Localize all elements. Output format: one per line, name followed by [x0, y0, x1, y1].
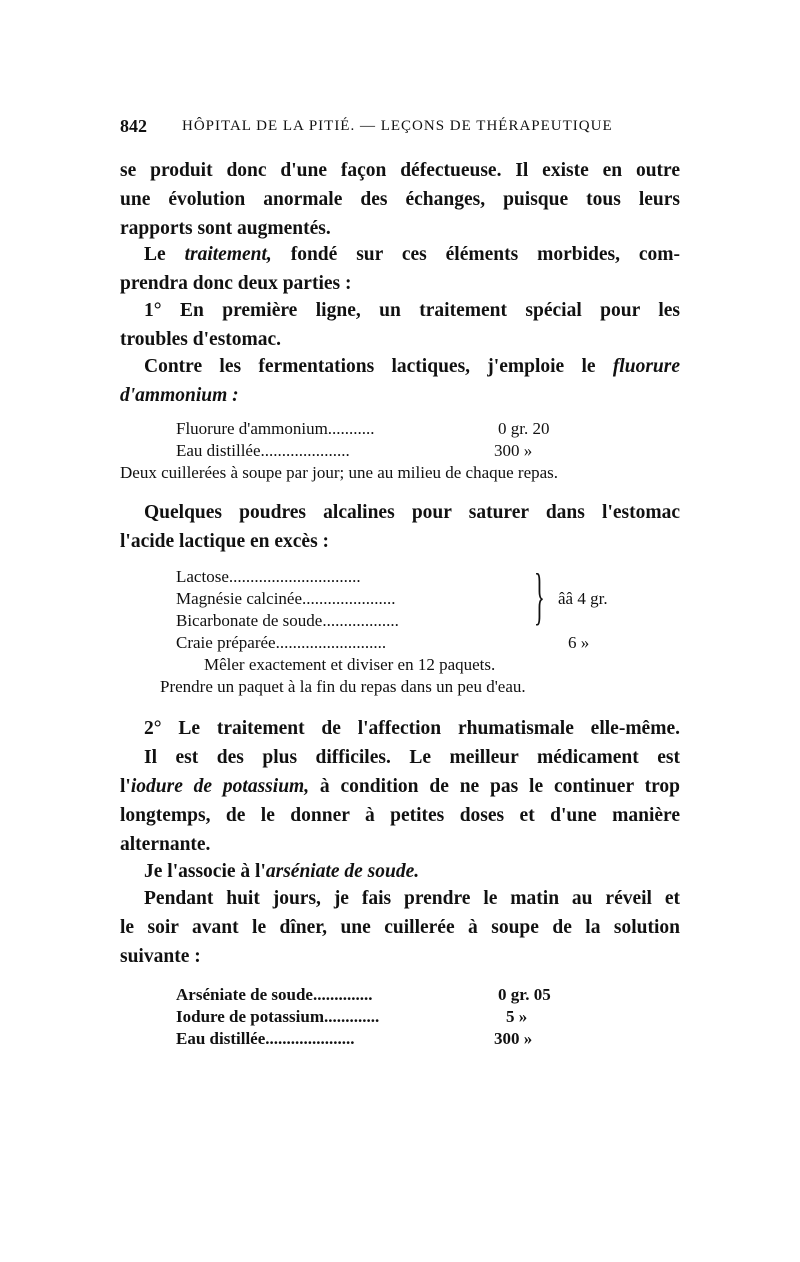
- text-line: alternante.: [120, 834, 211, 855]
- prescription-2: [120, 560, 680, 698]
- text-line: rapports sont augmentés.: [120, 218, 331, 239]
- text-line: se produit donc d'une façon défectueuse. Il existe en outre: [120, 160, 680, 181]
- rx-ingredient: Fluorure d'ammonium...........: [176, 419, 375, 438]
- paragraph-3: [120, 296, 680, 354]
- rx-ingredient: Eau distillée.....................: [176, 441, 350, 460]
- text-line: 2° Le traitement de l'affection rhumatismale elle-même.: [144, 718, 680, 739]
- text-line: troubles d'estomac.: [120, 329, 282, 350]
- paragraph-2: [120, 240, 680, 298]
- text-line: l'acide lactique en excès :: [120, 531, 330, 552]
- rx-quantity: 0 gr. 05: [498, 985, 551, 1004]
- text-line: longtemps, de le donner à petites doses et d'une manière: [120, 805, 680, 826]
- rx-quantity: 6 »: [568, 633, 590, 652]
- prescription-1: [120, 418, 680, 484]
- rx-instruction: Prendre un paquet à la fin du repas dans un peu d'eau.: [160, 677, 526, 696]
- grouping-brace: }: [534, 560, 545, 631]
- rx-ingredient: Bicarbonate de soude..................: [176, 611, 399, 630]
- rx-quantity: 300 »: [494, 1029, 533, 1048]
- text-line: [120, 857, 680, 886]
- text-line: le soir avant le dîner, une cuillerée à soupe de la solution: [120, 917, 680, 938]
- paragraph-1: [120, 156, 680, 243]
- text-run: l': [120, 776, 131, 797]
- running-header: [120, 116, 680, 138]
- paragraph-6: [120, 714, 680, 743]
- rx-quantity: 300 »: [494, 441, 533, 460]
- paragraph-9: [120, 884, 680, 971]
- text-line: Quelques poudres alcalines pour saturer dans l'estomac: [144, 502, 680, 523]
- rx-ingredient: Iodure de potassium.............: [176, 1007, 380, 1026]
- paragraph-5: [120, 498, 680, 556]
- text-run: fondé sur ces éléments morbides, com-: [271, 244, 681, 265]
- emphasis: fluorure: [612, 356, 680, 377]
- text-line: 1° En première ligne, un traitement spécial pour les: [144, 300, 680, 321]
- rx-quantity: 5 »: [506, 1007, 528, 1026]
- text-run: Je l'associe à l': [144, 861, 266, 882]
- text-line: prendra donc deux parties :: [120, 273, 352, 294]
- emphasis: traitement,: [184, 244, 272, 265]
- paragraph-7: [120, 743, 680, 859]
- rx-grouped-quantity: ââ 4 gr.: [558, 589, 608, 608]
- emphasis: iodure de potassium,: [130, 776, 310, 797]
- running-title: HÔPITAL DE LA PITIÉ. — LEÇONS DE THÉRAPEUTIQUE: [182, 118, 613, 134]
- rx-ingredient: Eau distillée.....................: [176, 1029, 355, 1048]
- paragraph-8: [120, 857, 680, 886]
- text-run: Le: [144, 244, 185, 265]
- rx-ingredient: Craie préparée..........................: [176, 633, 387, 652]
- text-line: [120, 381, 680, 410]
- text-line: [120, 352, 680, 381]
- emphasis: arséniate de soude.: [265, 861, 420, 882]
- rx-instruction: Deux cuillerées à soupe par jour; une au milieu de chaque repas.: [120, 463, 559, 482]
- page-number: 842: [120, 116, 147, 136]
- text-line: Pendant huit jours, je fais prendre le matin au réveil et: [144, 888, 680, 909]
- rx-quantity: 0 gr. 20: [498, 419, 550, 438]
- rx-instruction: Mêler exactement et diviser en 12 paquets.: [204, 655, 496, 674]
- rx-ingredient: Arséniate de soude..............: [176, 985, 373, 1004]
- text-line: suivante :: [120, 946, 201, 967]
- text-run: à condition de ne pas le continuer trop: [309, 776, 680, 797]
- text-line: Il est des plus difficiles. Le meilleur médicament est: [144, 747, 680, 768]
- text-run: Contre les fermentations lactiques, j'emploie le: [144, 356, 613, 377]
- emphasis: d'ammonium :: [120, 385, 239, 406]
- prescription-3: [120, 984, 680, 1050]
- text-line: une évolution anormale des échanges, puisque tous leurs: [120, 189, 680, 210]
- rx-ingredient: Magnésie calcinée......................: [176, 589, 396, 608]
- paragraph-4: [120, 352, 680, 410]
- text-line: [120, 772, 680, 801]
- rx-ingredient: Lactose...............................: [176, 567, 361, 586]
- text-line: [120, 240, 680, 269]
